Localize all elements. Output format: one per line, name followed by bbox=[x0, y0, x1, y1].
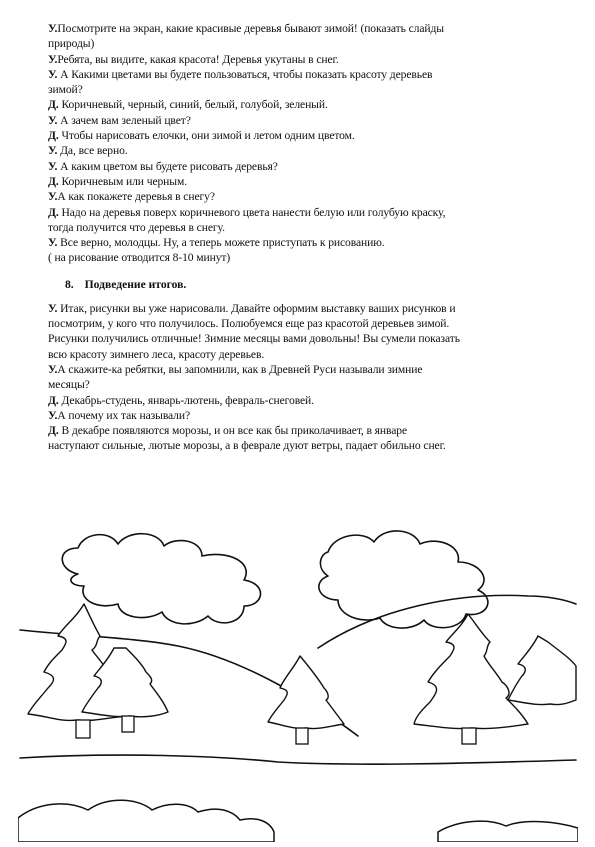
snowy-tree-right-icon bbox=[414, 614, 528, 744]
speaker-label: У. bbox=[48, 22, 58, 35]
speaker-label: У. bbox=[48, 52, 58, 66]
speaker-label: Д. bbox=[48, 205, 59, 219]
text-line bbox=[48, 362, 548, 377]
line-text: А как покажете деревья в снегу? bbox=[57, 190, 215, 204]
cloud-right-icon bbox=[319, 531, 488, 628]
line-text: Рисунки получились отличные! Зимние месяцы вами довольны! Вы сумели показать bbox=[48, 332, 460, 346]
text-line bbox=[48, 128, 548, 143]
text-line bbox=[48, 347, 548, 362]
lesson-text bbox=[48, 21, 548, 454]
line-text: А скажите-ка ребятки, вы запомнили, как в Древней Руси называли зимние bbox=[57, 362, 423, 376]
line-text: А каким цветом вы будете рисовать деревья? bbox=[57, 159, 278, 173]
text-line bbox=[48, 316, 548, 331]
speaker-label: У. bbox=[48, 144, 58, 158]
line-text: А почему их так называли? bbox=[57, 408, 191, 422]
text-line bbox=[48, 174, 548, 189]
line-text: Надо на деревья поверх коричневого цвета нанести белую или голубую краску, bbox=[58, 205, 446, 219]
text-line bbox=[48, 331, 548, 346]
line-text: зимой? bbox=[48, 83, 83, 97]
line-text: Посмотрите на экран, какие красивые деревья бывают зимой! (показать слайды bbox=[57, 22, 444, 35]
speaker-label: Д. bbox=[48, 174, 59, 188]
section-number: 8. bbox=[65, 277, 74, 291]
line-text: ( на рисование отводится 8-10 минут) bbox=[48, 251, 231, 265]
speaker-label: Д. bbox=[48, 129, 59, 143]
text-line bbox=[48, 205, 548, 220]
speaker-label: У. bbox=[48, 236, 58, 250]
line-text: А зачем вам зеленый цвет? bbox=[57, 113, 191, 127]
speaker-label: У. bbox=[48, 301, 58, 315]
line-text: Итак, рисунки вы уже нарисовали. Давайте оформим выставку ваших рисунков и bbox=[57, 301, 456, 315]
speaker-label: У. bbox=[48, 362, 58, 376]
line-text: А Какими цветами вы будете пользоваться, чтобы показать красоту деревьев bbox=[57, 67, 433, 81]
text-line bbox=[48, 36, 548, 51]
line-text: месяцы? bbox=[48, 378, 90, 392]
snowy-tree-far-right-icon bbox=[508, 636, 576, 705]
text-line bbox=[48, 67, 548, 82]
line-text: природы) bbox=[48, 37, 95, 51]
speaker-label: У. bbox=[48, 190, 58, 204]
text-line bbox=[48, 408, 548, 423]
line-text: Все верно, молодцы. Ну, а теперь можете приступать к рисованию. bbox=[57, 236, 385, 250]
dialogue-bottom bbox=[48, 301, 548, 454]
line-text: всю красоту зимнего леса, красоту деревьев. bbox=[48, 347, 265, 361]
text-line bbox=[48, 97, 548, 112]
speaker-label: Д. bbox=[48, 393, 59, 407]
speaker-label: У. bbox=[48, 67, 58, 81]
line-text: наступают сильные, лютые морозы, а в феврале дуют ветры, падает обильно снег. bbox=[48, 439, 446, 453]
winter-landscape-coloring-icon bbox=[18, 526, 578, 842]
text-line bbox=[48, 220, 548, 235]
snow-bushes-icon bbox=[18, 800, 274, 842]
text-line bbox=[48, 423, 548, 438]
snow-bush-right-icon bbox=[438, 821, 578, 842]
cloud-left-icon bbox=[62, 534, 260, 624]
dialogue-top bbox=[48, 21, 548, 266]
speaker-label: У. bbox=[48, 408, 58, 422]
line-text: посмотрим, у кого что получилось. Полюбуемся еще раз красотой деревьев зимой. bbox=[48, 317, 450, 331]
text-line bbox=[48, 21, 548, 36]
section-title: Подведение итогов. bbox=[84, 277, 187, 291]
text-line bbox=[48, 377, 548, 392]
text-line bbox=[48, 250, 548, 265]
text-line bbox=[48, 301, 548, 316]
ground-line-icon bbox=[20, 755, 576, 764]
line-text: Декабрь-студень, январь-лютень, февраль-снеговей. bbox=[58, 393, 314, 407]
line-text: Да, все верно. bbox=[57, 144, 128, 158]
line-text: Коричневый, черный, синий, белый, голубой, зеленый. bbox=[58, 98, 328, 112]
text-line bbox=[48, 143, 548, 158]
speaker-label: У. bbox=[48, 113, 58, 127]
snowy-tree-center-icon bbox=[268, 656, 344, 744]
text-line bbox=[48, 113, 548, 128]
speaker-label: У. bbox=[48, 159, 58, 173]
speaker-label: Д. bbox=[48, 424, 59, 438]
line-text: тогда получится что деревья в снегу. bbox=[48, 220, 225, 234]
speaker-label: Д. bbox=[48, 98, 59, 112]
text-line bbox=[48, 235, 548, 250]
line-text: Ребята, вы видите, какая красота! Деревья укутаны в снег. bbox=[57, 52, 339, 66]
section-heading bbox=[48, 277, 548, 292]
line-text: Коричневым или черным. bbox=[58, 174, 188, 188]
text-line bbox=[48, 159, 548, 174]
text-line bbox=[48, 82, 548, 97]
text-line bbox=[48, 438, 548, 453]
text-line bbox=[48, 52, 548, 67]
line-text: В декабре появляются морозы, и он все как бы приколачивает, в январе bbox=[58, 424, 408, 438]
text-line bbox=[48, 393, 548, 408]
line-text: Чтобы нарисовать елочки, они зимой и летом одним цветом. bbox=[58, 129, 355, 143]
text-line bbox=[48, 189, 548, 204]
